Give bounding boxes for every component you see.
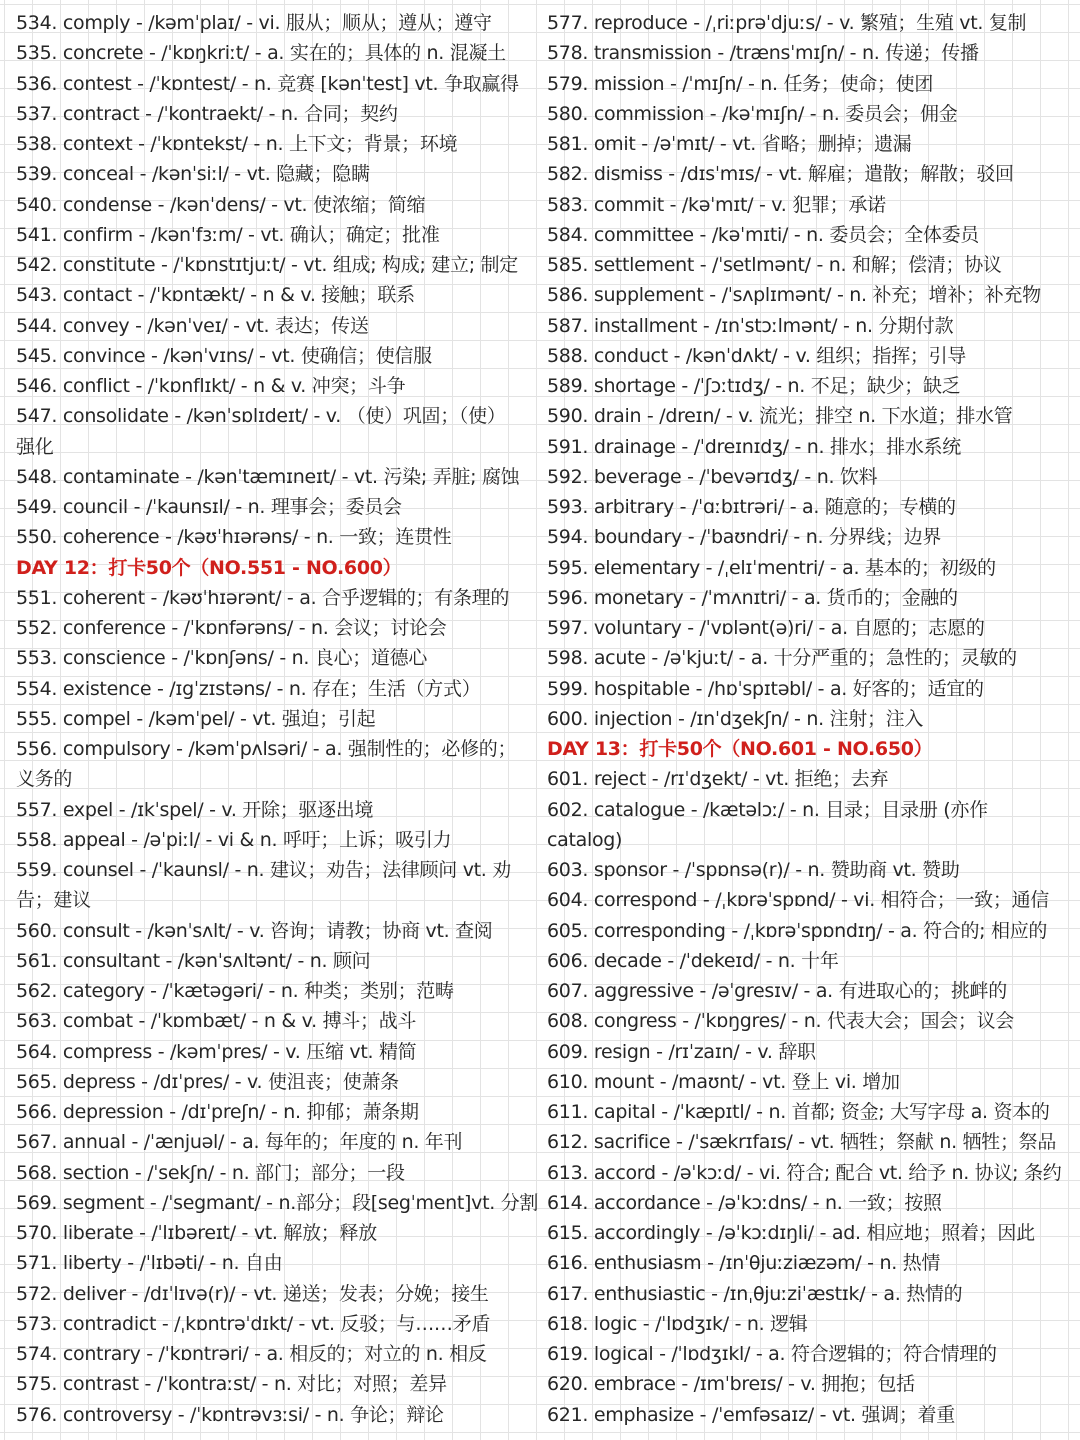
vocab-entry: 577. reproduce - /ˌriːprəˈdjuːs/ - v. 繁殖；生殖 vt. 复制 [547,12,1027,34]
vocab-entry: 605. corresponding - /ˌkɒrəˈspɒndɪŋ/ - a. 符合的; 相应的 [547,919,1048,942]
vocab-entry: 544. convey - /kənˈveɪ/ - vt. 表达；传送 [16,314,369,337]
vocab-entry: 561. consultant - /kənˈsʌltənt/ - n. 顾问 [16,949,371,972]
vocab-entry-continuation: 告；建议 [16,889,91,912]
vocab-entry: 572. deliver - /dɪˈlɪvə(r)/ - vt. 递送；发表；分娩；接生 [16,1282,489,1305]
vocab-entry: 606. decade - /ˈdekeɪd/ - n. 十年 [547,949,839,972]
vocab-entry: 568. section - /ˈsekʃn/ - n. 部门；部分；一段 [16,1161,405,1184]
vocab-entry: 595. elementary - /ˌelɪˈmentri/ - a. 基本的；初级的 [547,556,996,579]
vocab-entry: 535. concrete - /ˈkɒŋkriːt/ - a. 实在的；具体的 n. 混凝土 [16,42,506,65]
vocab-entry: 569. segment - /ˈsegmant/ - n.部分；段[segˈment]vt. 分割 [16,1191,538,1214]
vocab-entry: 562. category - /ˈkætəgəri/ - n. 种类；类别；范畴 [16,980,454,1002]
right-column [547,8,1069,1430]
vocab-entry: 607. aggressive - /əˈgresɪv/ - a. 有进取心的；挑衅的 [547,980,1007,1002]
vocab-entry: 547. consolidate - /kənˈsɒlɪdeɪt/ - v. （使）巩固；（使） [16,405,506,428]
vocab-entry: 551. coherent - /kəʊˈhɪərənt/ - a. 合乎逻辑的；有条理的 [16,586,510,609]
vocab-entry: 609. resign - /rɪˈzaɪn/ - v. 辞职 [547,1040,816,1063]
vocab-entry: 585. settlement - /ˈsetlmənt/ - n. 和解；偿清；协议 [547,254,1002,276]
vocab-entry: 586. supplement - /ˈsʌplɪmənt/ - n. 补充；增补；补充物 [547,284,1041,307]
vocab-entry: 548. contaminate - /kənˈtæmɪneɪt/ - vt. 污染; 弄脏; 腐蚀 [16,465,520,488]
vocab-entry: 560. consult - /kənˈsʌlt/ - v. 咨询；请教；协商 vt. 查阅 [16,919,493,942]
vocab-entry: 550. coherence - /kəʊˈhɪərəns/ - n. 一致；连贯性 [16,526,452,549]
vocab-entry: 574. contrary - /ˈkɒntrəri/ - a. 相反的；对立的 n. 相反 [16,1343,487,1365]
vocab-entry: 598. acute - /əˈkjuːt/ - a. 十分严重的；急性的；灵敏的 [547,647,1017,670]
vocab-entry: 537. contract - /ˈkontraekt/ - n. 合同；契约 [16,102,398,125]
vocab-entry: 546. conflict - /ˈkɒnflɪkt/ - n & v. 冲突；斗争 [16,375,406,397]
vocab-entry: 592. beverage - /ˈbevərɪdʒ/ - n. 饮料 [547,465,878,488]
vocab-entry: 594. boundary - /ˈbaʊndri/ - n. 分界线；边界 [547,526,942,549]
vocab-entry: 580. commission - /kəˈmɪʃn/ - n. 委员会；佣金 [547,102,958,125]
vocab-entry: 564. compress - /kəmˈpres/ - v. 压缩 vt. 精简 [16,1040,417,1063]
vocab-entry: 558. appeal - /əˈpiːl/ - vi & n. 呼吁；上诉；吸引力 [16,828,452,851]
vocab-entry: 591. drainage - /ˈdreɪnɪdʒ/ - n. 排水；排水系统 [547,435,961,458]
vocab-entry-continuation: 强化 [16,435,54,458]
vocab-entry: 538. context - /ˈkɒntekst/ - n. 上下文；背景；环境 [16,133,458,155]
vocab-entry: 617. enthusiastic - /ɪnˌθjuːziˈæstɪk/ - a. 热情的 [547,1282,963,1305]
vocab-entry: 552. conference - /ˈkɒnfərəns/ - n. 会议；讨论会 [16,617,447,639]
vocab-entry: 579. mission - /ˈmɪʃn/ - n. 任务；使命；使团 [547,72,934,95]
vocab-entry: 566. depression - /dɪˈpreʃn/ - n. 抑郁；萧条期 [16,1101,419,1123]
vocab-entry: 604. correspond - /ˌkɒrəˈspɒnd/ - vi. 相符合；一致；通信 [547,889,1049,912]
vocab-entry: 563. combat - /ˈkɒmbæt/ - n & v. 搏斗；战斗 [16,1010,417,1033]
vocab-entry: 600. injection - /ɪnˈdʒekʃn/ - n. 注射；注入 [547,707,924,730]
vocab-entry-continuation: catalog) [547,828,623,851]
vocab-entry-continuation: 义务的 [16,768,73,791]
vocab-entry: 573. contradict - /ˌkɒntrəˈdɪkt/ - vt. 反驳；与……矛盾 [16,1312,491,1335]
vocab-entry: 599. hospitable - /hɒˈspɪtəbl/ - a. 好客的；适宜的 [547,677,984,700]
day-header: DAY 12：打卡50个（NO.551 - NO.600） [16,556,402,579]
vocab-entry: 584. committee - /kəˈmɪti/ - n. 委员会；全体委员 [547,223,979,246]
vocab-entry: 553. conscience - /ˈkɒnʃəns/ - n. 良心；道德心 [16,647,428,670]
vocab-entry: 619. logical - /ˈlɒdʒɪkl/ - a. 符合逻辑的；符合情理的 [547,1343,997,1365]
vocab-entry: 578. transmission - /trænsˈmɪʃn/ - n. 传递；传播 [547,42,979,65]
vocab-entry: 587. installment - /ɪnˈstɔːlmənt/ - n. 分期付款 [547,314,954,337]
vocab-entry: 601. reject - /rɪˈdʒekt/ - vt. 拒绝；去弃 [547,768,889,791]
vocab-entry: 575. contrast - /ˈkontraːst/ - n. 对比；对照；差异 [16,1373,447,1396]
vocab-entry: 554. existence - /ɪgˈzɪstəns/ - n. 存在；生活（方式） [16,677,481,700]
vocab-entry: 567. annual - /ˈænjuəl/ - a. 每年的；年度的 n. 年刊 [16,1131,463,1154]
vocab-entry: 616. enthusiasm - /ɪnˈθjuːziæzəm/ - n. 热情 [547,1252,941,1275]
vocab-entry: 583. commit - /kəˈmɪt/ - v. 犯罪；承诺 [547,193,886,216]
vocab-entry: 602. catalogue - /kætəlɔː/ - n. 目录；目录册 (亦作 [547,798,988,821]
day-header: DAY 13：打卡50个（NO.601 - NO.650） [547,738,933,760]
vocab-entry: 540. condense - /kənˈdens/ - vt. 使浓缩；简缩 [16,193,426,216]
vocab-entry: 571. liberty - /ˈlɪbəti/ - n. 自由 [16,1252,283,1275]
vocab-entry: 582. dismiss - /dɪsˈmɪs/ - vt. 解雇；遣散；解散；驳回 [547,163,1014,186]
vocab-entry: 620. embrace - /ɪmˈbreɪs/ - v. 拥抱；包括 [547,1373,915,1396]
vocab-entry: 570. liberate - /ˈlɪbəreɪt/ - vt. 解放；释放 [16,1222,377,1244]
vocab-entry: 555. compel - /kəmˈpel/ - vt. 强迫；引起 [16,707,376,730]
vocab-entry: 611. capital - /ˈkæpɪtl/ - n. 首都; 资金; 大写字母 a. 资本的 [547,1101,1050,1123]
vocab-entry: 576. controversy - /ˈkɒntrəvɜːsi/ - n. 争论；辩论 [16,1403,444,1426]
vocab-entry: 539. conceal - /kənˈsiːl/ - vt. 隐藏；隐瞒 [16,163,370,186]
vocab-entry: 543. contact - /ˈkɒntækt/ - n & v. 接触；联系 [16,284,415,307]
vocab-entry: 603. sponsor - /ˈspɒnsə(r)/ - n. 赞助商 vt. 赞助 [547,859,960,881]
vocab-entry: 596. monetary - /ˈmʌnɪtri/ - a. 货币的；金融的 [547,586,958,609]
vocab-entry: 536. contest - /ˈkɒntest/ - n. 竞赛 [kənˈtest] vt. 争取赢得 [16,72,519,95]
left-column [16,8,538,1430]
vocab-entry: 597. voluntary - /ˈvɒlənt(ə)ri/ - a. 自愿的；志愿的 [547,617,985,639]
vocab-entry: 559. counsel - /ˈkaunsl/ - n. 建议；劝告；法律顾问 vt. 劝 [16,859,511,881]
vocab-entry: 612. sacrifice - /ˈsækrɪfaɪs/ - vt. 牺牲；祭献 n. 牺牲；祭品 [547,1131,1057,1154]
vocab-entry: 588. conduct - /kənˈdʌkt/ - v. 组织；指挥；引导 [547,344,966,367]
vocab-entry: 534. comply - /kəmˈplaɪ/ - vi. 服从；顺从；遵从；遵守 [16,12,492,34]
vocab-entry: 608. congress - /ˈkɒŋgres/ - n. 代表大会；国会；议会 [547,1010,1014,1033]
vocab-entry: 613. accord - /əˈkɔːd/ - vi. 符合; 配合 vt. 给予 n. 协议; 条约 [547,1161,1062,1184]
vocab-entry: 556. compulsory - /kəmˈpʌlsəri/ - a. 强制性的；必修的； [16,738,517,760]
vocab-entry: 590. drain - /dreɪn/ - v. 流光；排空 n. 下水道；排水管 [547,405,1013,428]
vocab-entry: 545. convince - /kənˈvɪns/ - vt. 使确信；使信服 [16,344,432,367]
vocab-entry: 565. depress - /dɪˈpres/ - v. 使沮丧；使萧条 [16,1070,399,1093]
vocab-entry: 615. accordingly - /əˈkɔːdɪŋli/ - ad. 相应地；照着；因此 [547,1222,1035,1244]
vocab-entry: 621. emphasize - /ˈemfəsaɪz/ - vt. 强调；着重 [547,1403,955,1426]
vocab-entry: 593. arbitrary - /ˈɑːbɪtrəri/ - a. 随意的；专横的 [547,496,956,518]
vocab-entry: 557. expel - /ɪkˈspel/ - v. 开除；驱逐出境 [16,798,374,821]
vocab-entry: 589. shortage - /ˈʃɔːtɪdʒ/ - n. 不足；缺少；缺乏 [547,375,961,397]
vocab-entry: 541. confirm - /kənˈfɜːm/ - vt. 确认；确定；批准 [16,223,440,246]
vocab-entry: 581. omit - /əˈmɪt/ - vt. 省略；删掉；遗漏 [547,133,912,155]
vocab-entry: 610. mount - /maʊnt/ - vt. 登上 vi. 增加 [547,1070,900,1093]
vocab-entry: 549. council - /ˈkaunsɪl/ - n. 理事会；委员会 [16,496,402,518]
vocab-entry: 618. logic - /ˈlɒdʒɪk/ - n. 逻辑 [547,1312,808,1335]
vocab-entry: 614. accordance - /əˈkɔːdns/ - n. 一致；按照 [547,1191,942,1214]
vocab-entry: 542. constitute - /ˈkɒnstɪtjuːt/ - vt. 组成; 构成; 建立; 制定 [16,254,518,276]
